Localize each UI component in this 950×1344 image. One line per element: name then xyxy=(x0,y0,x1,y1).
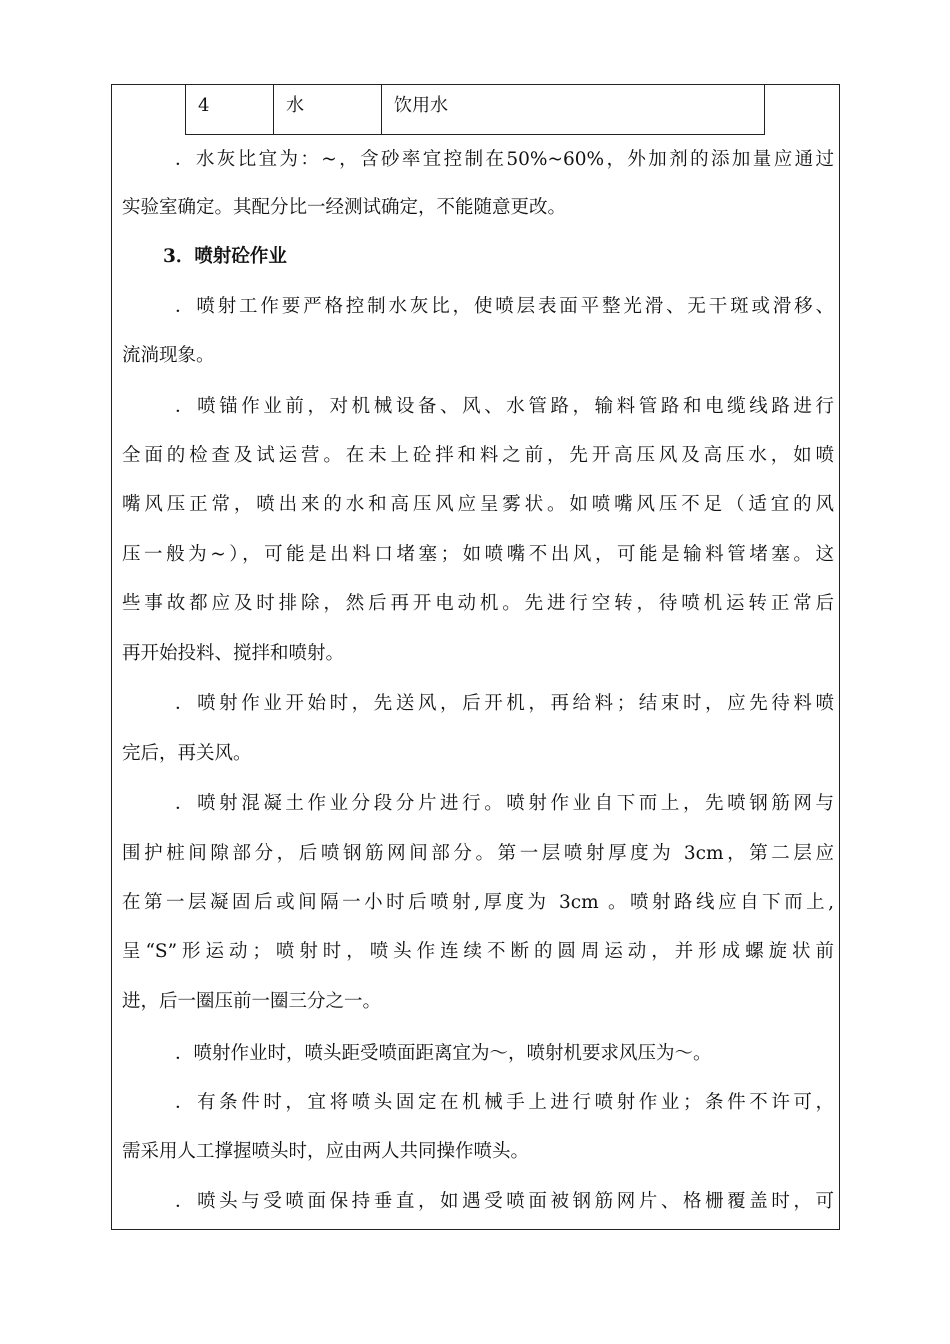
text-line: ．有条件时，宜将喷头固定在机械手上进行喷射作业；条件不许可， xyxy=(175,1092,834,1113)
text-line: ．喷锚作业前，对机械设备、风、水管路，输料管路和电缆线路进行 xyxy=(175,396,834,417)
text-line: 些事故都应及时排除，然后再开电动机。先进行空转，待喷机运转正常后 xyxy=(122,593,834,614)
text-line: 压一般为~），可能是出料口堵塞；如喷嘴不出风，可能是输料管堵塞。这 xyxy=(122,544,834,565)
text-line: 完后，再关风。 xyxy=(122,743,252,764)
text-line: 全面的检查及试运营。在未上砼拌和料之前，先开高压风及高压水，如喷 xyxy=(122,445,834,466)
text-line: 流淌现象。 xyxy=(122,345,215,366)
section-heading: 3．喷射砼作业 xyxy=(163,246,287,267)
text-line: ．喷射作业时，喷头距受喷面距离宜为～，喷射机要求风压为～。 xyxy=(175,1043,712,1064)
text-line: 需采用人工撑握喷头时，应由两人共同操作喷头。 xyxy=(122,1141,530,1162)
text-line: 嘴风压正常，喷出来的水和高压风应呈雾状。如喷嘴风压不足（适宜的风 xyxy=(122,494,834,515)
table-cell-spec: 饮用水 xyxy=(394,95,448,116)
text-line: 进，后一圈压前一圈三分之一。 xyxy=(122,991,382,1012)
text-line: 再开始投料、搅拌和喷射。 xyxy=(122,643,345,664)
text-line: 在第一层凝固后或间隔一小时后喷射,厚度为 3cm 。喷射路线应自下而上, xyxy=(122,892,834,913)
text-line: 呈“S”形运动；喷射时，喷头作连续不断的圆周运动，并形成螺旋状前 xyxy=(122,941,834,962)
text-line: ．水灰比宜为：~，含砂率宜控制在50%~60%，外加剂的添加量应通过 xyxy=(175,149,834,170)
text-line: 围护桩间隙部分，后喷钢筋网间部分。第一层喷射厚度为 3cm，第二层应 xyxy=(122,843,834,864)
material-table xyxy=(185,84,765,135)
text-line: ．喷射作业开始时，先送风，后开机，再给料；结束时，应先待料喷 xyxy=(175,693,834,714)
text-line: 实验室确定。其配分比一经测试确定，不能随意更改。 xyxy=(122,197,567,218)
text-line: ．喷头与受喷面保持垂直，如遇受喷面被钢筋网片、格栅覆盖时，可 xyxy=(175,1191,834,1212)
table-cell-no: 4 xyxy=(186,84,274,134)
text-line: ．喷射混凝土作业分段分片进行。喷射作业自下而上，先喷钢筋网与 xyxy=(175,793,834,814)
table-cell-name: 水 xyxy=(274,84,382,134)
text-line: ．喷射工作要严格控制水灰比，使喷层表面平整光滑、无干斑或滑移、 xyxy=(175,296,834,317)
